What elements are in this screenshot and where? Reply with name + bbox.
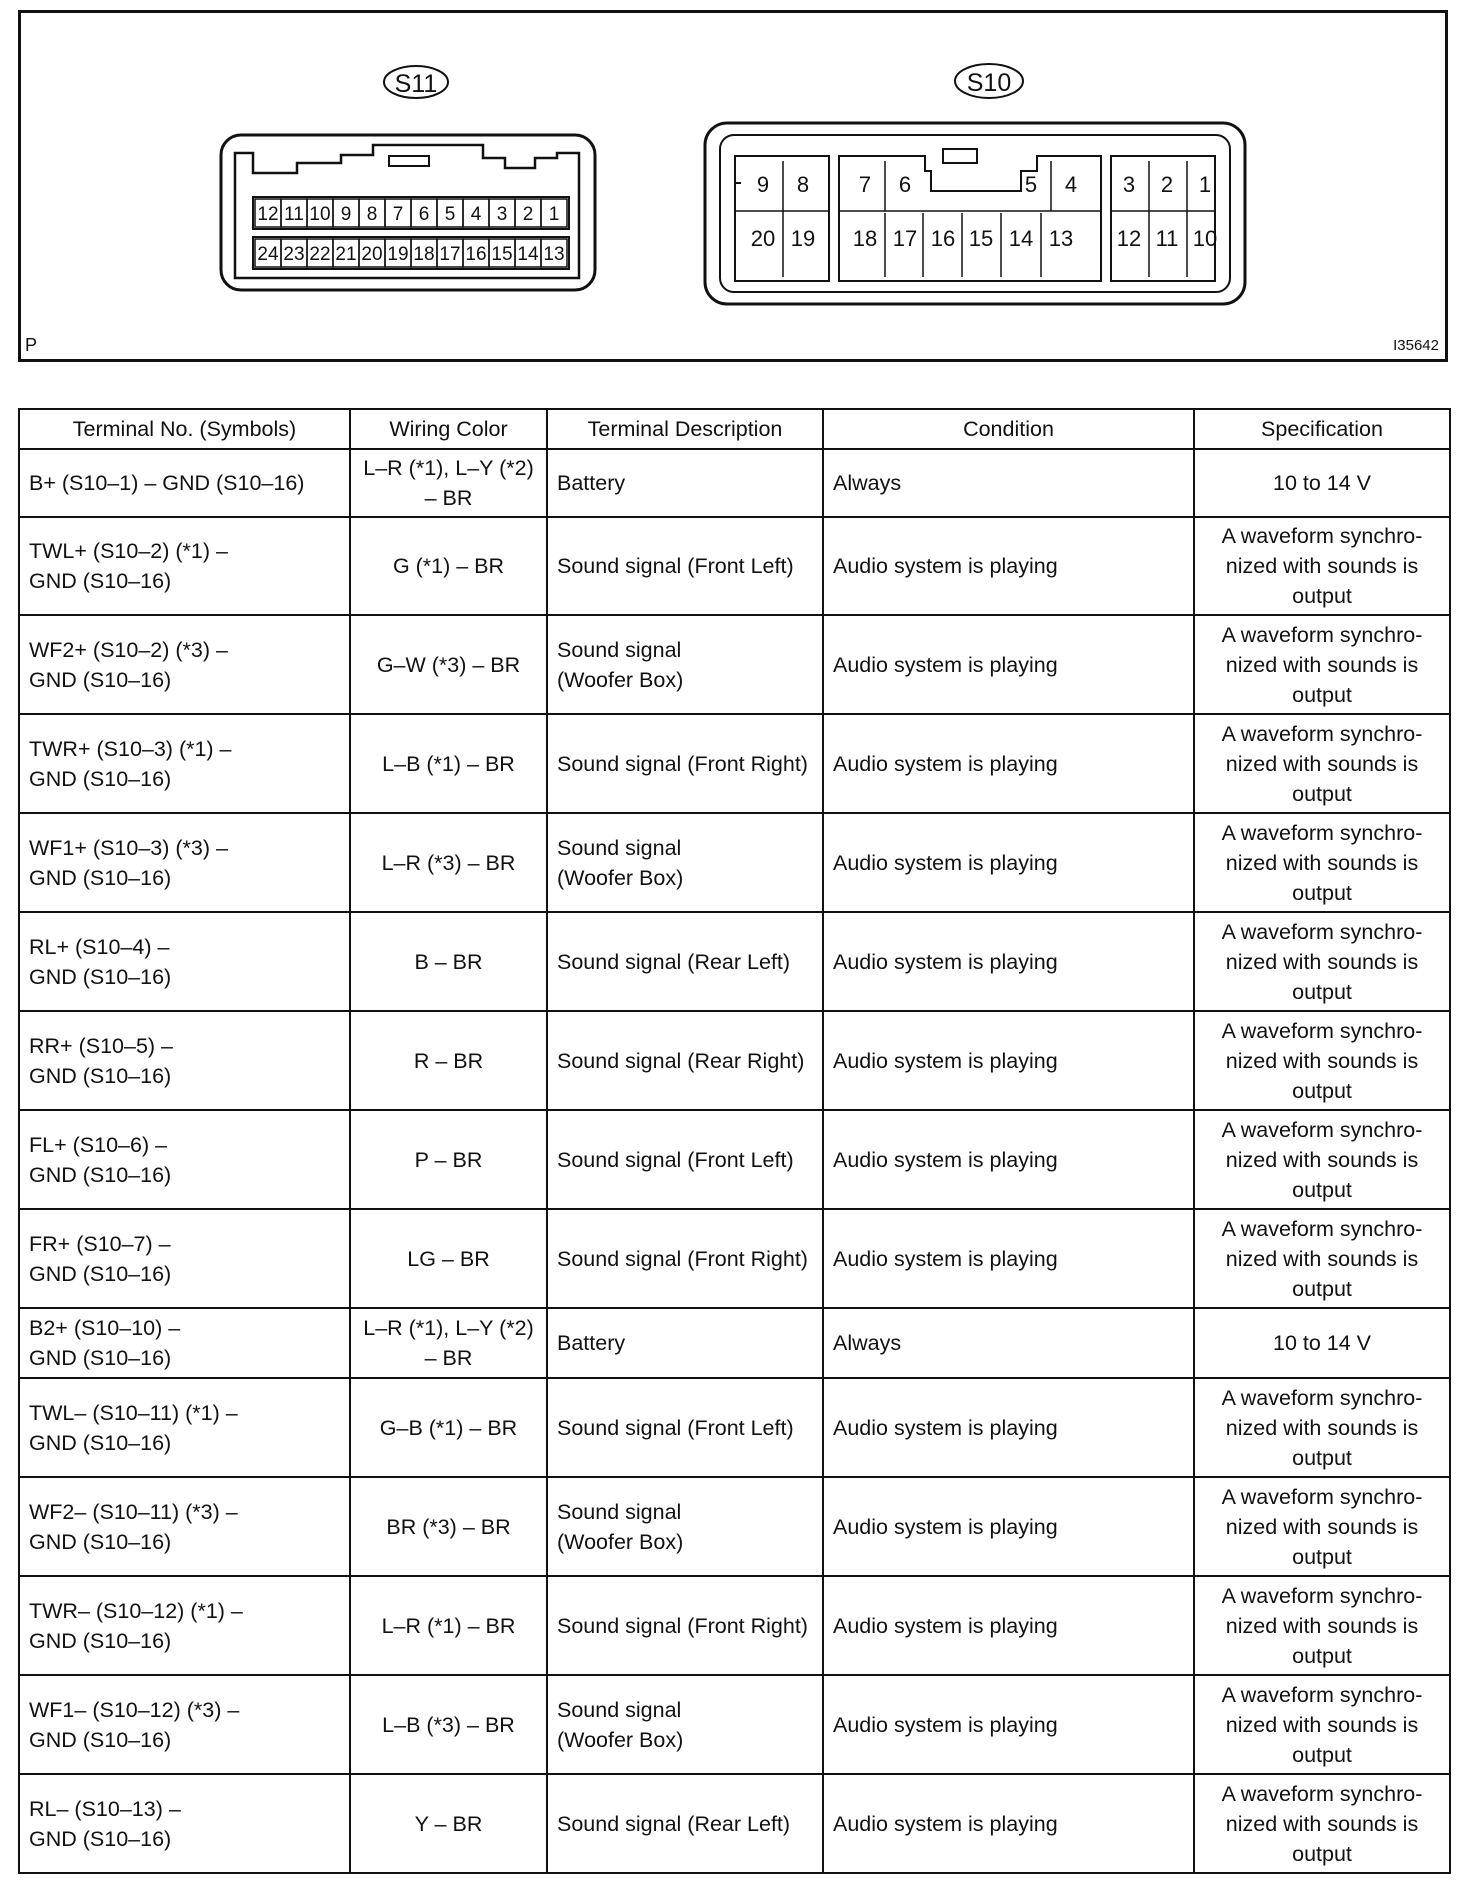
cell-description: Battery bbox=[547, 449, 823, 517]
cell-terminal: WF2– (S10–11) (*3) – GND (S10–16) bbox=[19, 1477, 350, 1576]
table-row bbox=[19, 1576, 1450, 1675]
cell-specification: A waveform synchro- nized with sounds is output bbox=[1194, 1011, 1450, 1110]
s10-pin-label: 10 bbox=[1192, 226, 1218, 251]
cell-description: Sound signal (Woofer Box) bbox=[547, 615, 823, 714]
s10-group-shell bbox=[735, 156, 829, 281]
s11-label: S11 bbox=[394, 70, 438, 98]
s10-pin-label: 17 bbox=[892, 226, 918, 251]
cell-description: Sound signal (Rear Left) bbox=[547, 912, 823, 1011]
cell-description: Sound signal (Front Left) bbox=[547, 517, 823, 615]
cell-description: Sound signal (Front Right) bbox=[547, 1209, 823, 1308]
cell-specification: A waveform synchro- nized with sounds is output bbox=[1194, 1209, 1450, 1308]
connector-diagram bbox=[18, 10, 1448, 362]
s11-latch bbox=[389, 156, 429, 166]
cell-wiring-color: L–B (*3) – BR bbox=[350, 1675, 547, 1774]
s11-pin-label: 13 bbox=[543, 244, 565, 265]
header-wiring-color: Wiring Color bbox=[350, 409, 547, 449]
cell-wiring-color: L–R (*1), L–Y (*2) – BR bbox=[350, 1308, 547, 1378]
table-row bbox=[19, 615, 1450, 714]
cell-specification: A waveform synchro- nized with sounds is output bbox=[1194, 1477, 1450, 1576]
cell-condition: Audio system is playing bbox=[823, 1110, 1194, 1209]
cell-terminal: RL– (S10–13) – GND (S10–16) bbox=[19, 1774, 350, 1873]
s11-pin-label: 20 bbox=[361, 244, 383, 265]
s11-pin-label: 11 bbox=[284, 204, 304, 225]
s11-pin-label: 14 bbox=[517, 244, 539, 265]
table-row bbox=[19, 1110, 1450, 1209]
cell-terminal: TWL– (S10–11) (*1) – GND (S10–16) bbox=[19, 1378, 350, 1477]
s11-pin-label: 16 bbox=[465, 244, 487, 265]
s10-pin-label: 19 bbox=[790, 226, 816, 251]
s11-pin-label: 18 bbox=[413, 244, 435, 265]
cell-terminal: B2+ (S10–10) – GND (S10–16) bbox=[19, 1308, 350, 1378]
table-row bbox=[19, 1308, 1450, 1378]
cell-specification: A waveform synchro- nized with sounds is output bbox=[1194, 1110, 1450, 1209]
cell-condition: Audio system is playing bbox=[823, 1011, 1194, 1110]
cell-terminal: WF1– (S10–12) (*3) – GND (S10–16) bbox=[19, 1675, 350, 1774]
cell-specification: A waveform synchro- nized with sounds is output bbox=[1194, 813, 1450, 912]
cell-condition: Audio system is playing bbox=[823, 1675, 1194, 1774]
cell-condition: Audio system is playing bbox=[823, 1477, 1194, 1576]
cell-specification: A waveform synchro- nized with sounds is output bbox=[1194, 1774, 1450, 1873]
s10-pin-label: 9 bbox=[756, 172, 770, 197]
s11-pin-label: 4 bbox=[470, 204, 482, 225]
cell-wiring-color: R – BR bbox=[350, 1011, 547, 1110]
table-row bbox=[19, 517, 1450, 615]
cell-description: Sound signal (Front Left) bbox=[547, 1378, 823, 1477]
s10-pin-label: 3 bbox=[1122, 172, 1136, 197]
cell-specification: A waveform synchro- nized with sounds is output bbox=[1194, 1675, 1450, 1774]
cell-terminal: RL+ (S10–4) – GND (S10–16) bbox=[19, 912, 350, 1011]
s11-pin-label: 2 bbox=[522, 204, 534, 225]
cell-wiring-color: B – BR bbox=[350, 912, 547, 1011]
cell-wiring-color: Y – BR bbox=[350, 1774, 547, 1873]
cell-wiring-color: BR (*3) – BR bbox=[350, 1477, 547, 1576]
cell-condition: Audio system is playing bbox=[823, 714, 1194, 813]
s11-pin-label: 17 bbox=[439, 244, 461, 265]
cell-specification: A waveform synchro- nized with sounds is output bbox=[1194, 615, 1450, 714]
s10-pin-label: 18 bbox=[852, 226, 878, 251]
table-row bbox=[19, 912, 1450, 1011]
cell-terminal: RR+ (S10–5) – GND (S10–16) bbox=[19, 1011, 350, 1110]
s11-pin-label: 19 bbox=[387, 244, 409, 265]
cell-condition: Always bbox=[823, 1308, 1194, 1378]
cell-wiring-color: LG – BR bbox=[350, 1209, 547, 1308]
figure-code: I35642 bbox=[1393, 337, 1439, 354]
s10-latch bbox=[943, 149, 977, 163]
s10-pin-label: 15 bbox=[968, 226, 994, 251]
cell-condition: Audio system is playing bbox=[823, 1209, 1194, 1308]
cell-specification: A waveform synchro- nized with sounds is output bbox=[1194, 714, 1450, 813]
table-row bbox=[19, 1774, 1450, 1873]
table-row bbox=[19, 449, 1450, 517]
cell-wiring-color: L–R (*3) – BR bbox=[350, 813, 547, 912]
cell-terminal: B+ (S10–1) – GND (S10–16) bbox=[19, 449, 350, 517]
cell-description: Battery bbox=[547, 1308, 823, 1378]
s10-pin-label: 4 bbox=[1064, 172, 1078, 197]
s11-pin-label: 24 bbox=[257, 244, 279, 265]
s10-pin-label: 1 bbox=[1198, 172, 1212, 197]
cell-condition: Audio system is playing bbox=[823, 1774, 1194, 1873]
corner-label: P bbox=[25, 335, 38, 355]
cell-condition: Audio system is playing bbox=[823, 912, 1194, 1011]
cell-description: Sound signal (Woofer Box) bbox=[547, 1477, 823, 1576]
cell-terminal: FR+ (S10–7) – GND (S10–16) bbox=[19, 1209, 350, 1308]
cell-wiring-color: G–W (*3) – BR bbox=[350, 615, 547, 714]
s10-pin-label: 7 bbox=[858, 172, 872, 197]
s10-group-shell bbox=[839, 156, 1101, 281]
cell-condition: Audio system is playing bbox=[823, 1378, 1194, 1477]
s11-pin-label: 22 bbox=[309, 244, 331, 265]
s10-pin-label: 20 bbox=[750, 226, 776, 251]
s10-pin-label: 11 bbox=[1155, 226, 1179, 251]
cell-terminal: WF2+ (S10–2) (*3) – GND (S10–16) bbox=[19, 615, 350, 714]
cell-wiring-color: G (*1) – BR bbox=[350, 517, 547, 615]
s11-pin-label: 10 bbox=[309, 204, 331, 225]
s11-pin-label: 6 bbox=[418, 204, 430, 225]
terminal-table bbox=[18, 408, 1451, 1874]
table-row bbox=[19, 1378, 1450, 1477]
header-specification: Specification bbox=[1194, 409, 1450, 449]
table-row bbox=[19, 813, 1450, 912]
connector-drawing bbox=[21, 13, 1445, 359]
cell-terminal: TWL+ (S10–2) (*1) – GND (S10–16) bbox=[19, 517, 350, 615]
table-row bbox=[19, 1675, 1450, 1774]
cell-condition: Audio system is playing bbox=[823, 615, 1194, 714]
s11-pin-label: 12 bbox=[257, 204, 279, 225]
cell-specification: 10 to 14 V bbox=[1194, 1308, 1450, 1378]
cell-wiring-color: L–R (*1) – BR bbox=[350, 1576, 547, 1675]
s11-pin-label: 8 bbox=[366, 204, 378, 225]
s11-pin-label: 3 bbox=[496, 204, 508, 225]
cell-wiring-color: P – BR bbox=[350, 1110, 547, 1209]
cell-description: Sound signal (Front Left) bbox=[547, 1110, 823, 1209]
table-body bbox=[19, 449, 1450, 1873]
cell-description: Sound signal (Rear Left) bbox=[547, 1774, 823, 1873]
cell-wiring-color: L–R (*1), L–Y (*2) – BR bbox=[350, 449, 547, 517]
s10-pin-label: 13 bbox=[1048, 226, 1074, 251]
s11-pin-label: 15 bbox=[491, 244, 513, 265]
s11-pin-label: 21 bbox=[335, 244, 357, 265]
cell-condition: Audio system is playing bbox=[823, 517, 1194, 615]
s10-pin-label: 6 bbox=[898, 172, 912, 197]
table-row bbox=[19, 1209, 1450, 1308]
cell-terminal: TWR+ (S10–3) (*1) – GND (S10–16) bbox=[19, 714, 350, 813]
cell-specification: A waveform synchro- nized with sounds is output bbox=[1194, 912, 1450, 1011]
cell-description: Sound signal (Front Right) bbox=[547, 714, 823, 813]
cell-condition: Always bbox=[823, 449, 1194, 517]
s10-label: S10 bbox=[966, 69, 1012, 97]
s10-pin-label: 14 bbox=[1008, 226, 1034, 251]
cell-terminal: TWR– (S10–12) (*1) – GND (S10–16) bbox=[19, 1576, 350, 1675]
header-condition: Condition bbox=[823, 409, 1194, 449]
cell-condition: Audio system is playing bbox=[823, 1576, 1194, 1675]
s11-pin-label: 23 bbox=[283, 244, 305, 265]
s10-housing bbox=[705, 123, 1245, 304]
s10-pin-label: 5 bbox=[1024, 172, 1038, 197]
cell-description: Sound signal (Front Right) bbox=[547, 1576, 823, 1675]
header-terminal-description: Terminal Description bbox=[547, 409, 823, 449]
cell-wiring-color: G–B (*1) – BR bbox=[350, 1378, 547, 1477]
table-row bbox=[19, 1477, 1450, 1576]
s10-pin-label: 2 bbox=[1160, 172, 1174, 197]
s11-pin-label: 7 bbox=[392, 204, 404, 225]
s11-pin-label: 1 bbox=[548, 204, 560, 225]
cell-wiring-color: L–B (*1) – BR bbox=[350, 714, 547, 813]
cell-specification: 10 to 14 V bbox=[1194, 449, 1450, 517]
cell-specification: A waveform synchro- nized with sounds is output bbox=[1194, 1378, 1450, 1477]
table-header-row bbox=[19, 409, 1450, 449]
table-row bbox=[19, 1011, 1450, 1110]
cell-specification: A waveform synchro- nized with sounds is output bbox=[1194, 1576, 1450, 1675]
cell-terminal: FL+ (S10–6) – GND (S10–16) bbox=[19, 1110, 350, 1209]
cell-terminal: WF1+ (S10–3) (*3) – GND (S10–16) bbox=[19, 813, 350, 912]
s10-inner-housing bbox=[720, 135, 1230, 292]
cell-condition: Audio system is playing bbox=[823, 813, 1194, 912]
cell-description: Sound signal (Woofer Box) bbox=[547, 1675, 823, 1774]
s10-pin-label: 12 bbox=[1116, 226, 1142, 251]
s10-pin-label: 16 bbox=[930, 226, 956, 251]
header-terminal-no: Terminal No. (Symbols) bbox=[19, 409, 350, 449]
cell-specification: A waveform synchro- nized with sounds is output bbox=[1194, 517, 1450, 615]
cell-description: Sound signal (Woofer Box) bbox=[547, 813, 823, 912]
table-row bbox=[19, 714, 1450, 813]
cell-description: Sound signal (Rear Right) bbox=[547, 1011, 823, 1110]
s11-pin-label: 5 bbox=[444, 204, 456, 225]
s11-pin-label: 9 bbox=[340, 204, 352, 225]
s10-pin-label: 8 bbox=[796, 172, 810, 197]
